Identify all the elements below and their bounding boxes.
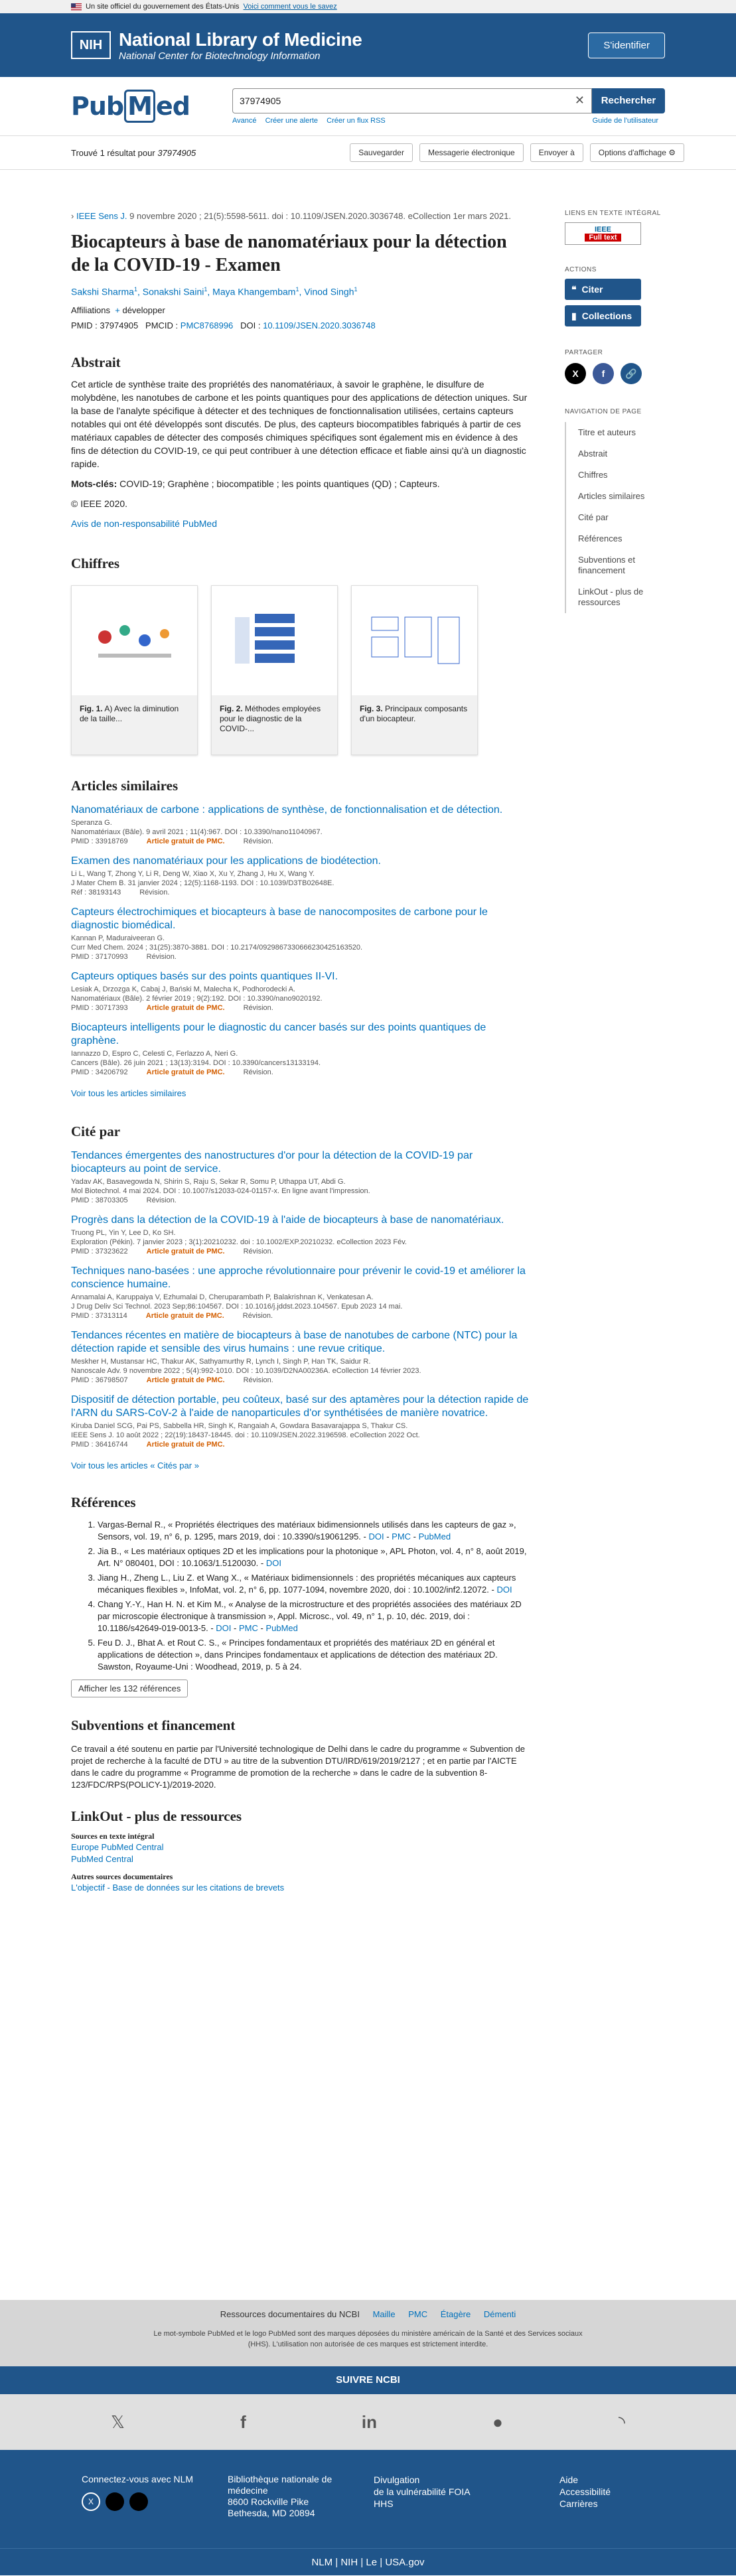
- copyright: © IEEE 2020.: [71, 498, 128, 509]
- article-authors: Speranza G.: [71, 818, 112, 827]
- article-authors: Iannazzo D, Espro C, Celesti C, Ferlazzo A, Neri G.: [71, 1049, 238, 1058]
- page-nav: [565, 422, 684, 613]
- europe-pmc-link[interactable]: Europe PubMed Central: [71, 1841, 164, 1852]
- figure-caption: Principaux composants d'un biocapteur.: [360, 703, 468, 723]
- article-journal: IEEE Sens J. 10 août 2022 ; 22(19):18437-18445. doi : 10.1109/JSEN.2022.3196598. eCollection 2022 Oct.: [71, 1431, 420, 1439]
- cite-label: Citer: [581, 284, 603, 295]
- article-authors: Lesiak A, Drzozga K, Cabaj J, Bański M, Malecha K, Podhorodecki A.: [71, 985, 296, 993]
- keywords-label: Mots-clés:: [71, 478, 117, 489]
- follow-ncbi: SUIVRE NCBI: [0, 2366, 736, 2394]
- article-authors: Li L, Wang T, Zhong Y, Li R, Deng W, Xiao X, Xu Y, Zhang J, Hu X, Wang Y.: [71, 869, 315, 878]
- lens-patent-link[interactable]: L'objectif - Base de données sur les citations de brevets: [71, 1882, 285, 1893]
- doi-label: DOI :: [240, 320, 261, 330]
- article-journal: Exploration (Pékin). 7 janvier 2023 ; 3(1):20210232. doi : 10.1002/EXP.20210232. eCollection 2023 Fév.: [71, 1238, 407, 1246]
- list-item: [71, 906, 529, 961]
- ieee-label: IEEE: [594, 226, 612, 234]
- article-title-link[interactable]: Progrès dans la détection de la COVID-19 à l'aide de biocapteurs à base de nanomatériaux.: [71, 1214, 504, 1226]
- pubmed-logo-a: Pub: [71, 92, 124, 121]
- citedby-section: [71, 1123, 529, 1470]
- figure-caption: Méthodes employées pour le diagnostic de la COVID-...: [220, 703, 321, 733]
- figure-label: Fig. 3.: [360, 703, 383, 713]
- footer-link[interactable]: Divulgation: [374, 2474, 420, 2485]
- nlm-brand[interactable]: [71, 29, 362, 62]
- article-pmid: PMID : 37323622: [71, 1247, 128, 1255]
- see-all-citedby-link[interactable]: Voir tous les articles « Cités par »: [71, 1460, 199, 1470]
- footer-link[interactable]: Ressources documentaires du NCBI: [220, 2309, 360, 2319]
- nav-item[interactable]: Abstrait: [565, 443, 684, 465]
- footer-link[interactable]: Carrières: [559, 2498, 598, 2509]
- linkout-section: [71, 1808, 529, 1894]
- share-heading: PARTAGER: [565, 349, 603, 356]
- figure-image: [72, 586, 197, 696]
- search-input[interactable]: [232, 88, 592, 113]
- footer-link[interactable]: USA.gov: [385, 2557, 425, 2568]
- actions-heading: ACTIONS: [565, 266, 597, 273]
- footer-link[interactable]: Maille: [372, 2309, 396, 2319]
- gear-icon: ⚙: [668, 148, 676, 157]
- reference-item: [98, 1637, 529, 1673]
- doi-link[interactable]: DOI: [265, 1557, 281, 1568]
- pubmed-logo-c: ed: [155, 92, 190, 121]
- citedby-heading: Cité par: [71, 1123, 121, 1139]
- article-authors: Kiruba Daniel SCG, Pai PS, Sabbella HR, Singh K, Rangaiah A, Gowdara Basavarajappa S, Thakur CS.: [71, 1421, 408, 1430]
- search-query: 37974905: [240, 95, 281, 106]
- article-pmid: PMID : 38703305: [71, 1196, 128, 1204]
- bottom-links: NLM | NIH | Le | USA.gov: [0, 2548, 736, 2575]
- connect-heading: Connectez-vous avec NLM: [82, 2474, 194, 2484]
- article-journal: Mol Biotechnol. 4 mai 2024. DOI : 10.1007/s12033-024-01157-x. En ligne avant l'impression.: [71, 1186, 370, 1195]
- footer-link[interactable]: Aide: [559, 2474, 579, 2485]
- footer-link[interactable]: NIH: [340, 2557, 358, 2568]
- article-title-link[interactable]: Capteurs optiques basés sur des points quantiques II-VI.: [71, 970, 338, 982]
- collections-label: Collections: [581, 311, 632, 321]
- pmc-link[interactable]: PMC: [392, 1531, 411, 1541]
- footer-link[interactable]: Étagère: [440, 2309, 471, 2319]
- social-bar: [0, 2394, 736, 2450]
- x-icon[interactable]: X: [82, 2492, 100, 2511]
- author-link[interactable]: Vinod Singh: [304, 286, 354, 297]
- footer-link[interactable]: Accessibilité: [559, 2486, 611, 2497]
- references-heading: Références: [71, 1494, 136, 1510]
- list-item: [71, 970, 529, 1012]
- main-content: [71, 210, 529, 1894]
- article-journal: Nanoscale Adv. 9 novembre 2022 ; 5(4):992-1010. DOI : 10.1039/D2NA00236A. eCollection 14 février 2023.: [71, 1366, 421, 1375]
- free-pmc-badge: Article gratuit de PMC.: [145, 1311, 224, 1320]
- reference-text: Vargas-Bernal R., « Propriétés électriques des matériaux bidimensionnels utilisés dans les capteurs de gaz », Sensors, vol. 19, n° 6, p. 1295, mars 2019, doi : 10.3390/s19061295.: [98, 1519, 516, 1541]
- reference-text: Feu D. J., Bhat A. et Rout C. S., « Principes fondamentaux et propriétés des matériaux 2D en général et applications de détection », dans Principes fondamentaux et applications de détection des matériaux 2D. Sawston, Royaume-Uni : Woodhead, 2019, p. 5 à 24.: [98, 1637, 498, 1672]
- figure-2-thumbnail: [225, 604, 325, 677]
- reference-item: 1. Vargas-Bernal R., « Propriétés électriques des matériaux bidimensionnels utilisés dans les capteurs de gaz », Sensors, vol. 19, n° 6, p. 1295, mars 2019, doi : 10.3390/s19061295. - DOI - PMC - PubMed: [98, 1519, 529, 1543]
- free-pmc-badge: Article gratuit de PMC.: [146, 1003, 225, 1012]
- article-journal: J Drug Deliv Sci Technol. 2023 Sep;86:104567. DOI : 10.1016/j.jddst.2023.104567. Epub 2023 14 mai.: [71, 1302, 403, 1311]
- article-title-link[interactable]: Tendances émergentes des nanostructures d'or pour la détection de la COVID-19 par biocapteurs au point de service.: [71, 1149, 473, 1175]
- review-badge: Révision.: [243, 1003, 273, 1012]
- figure-label: Fig. 2.: [220, 703, 243, 713]
- funding-section: [71, 1717, 529, 1791]
- article-journal: Nanomatériaux (Bâle). 9 avril 2021 ; 11(4):967. DOI : 10.3390/nano11040967.: [71, 827, 323, 836]
- results-label: Trouvé 1 résultat pour: [71, 147, 155, 158]
- similar-heading: Articles similaires: [71, 777, 179, 794]
- github-icon[interactable]: ●: [492, 2411, 503, 2432]
- identifiers: [71, 321, 529, 330]
- facebook-share-icon[interactable]: f: [593, 363, 614, 384]
- pmid: PMID : 37974905: [71, 320, 139, 330]
- gov-banner-link[interactable]: Voici comment vous le savez: [243, 3, 337, 11]
- list-item: [71, 804, 529, 845]
- see-all-similar-link[interactable]: Voir tous les articles similaires: [71, 1088, 186, 1098]
- article-title-link[interactable]: Nanomatériaux de carbone : applications de synthèse, de fonctionnalisation et de détection.: [71, 804, 503, 816]
- nav-item[interactable]: Subventions et financement: [565, 549, 684, 581]
- footer-link[interactable]: FOIA: [448, 2486, 471, 2497]
- nlm-street: 8600 Rockville Pike: [228, 2496, 309, 2507]
- free-pmc-badge: Article gratuit de PMC.: [146, 1068, 225, 1076]
- nlm-address[interactable]: Bibliothèque nationale de médecine: [228, 2474, 332, 2496]
- doi-link[interactable]: DOI: [216, 1622, 232, 1633]
- ieee-fulltext-badge[interactable]: [565, 222, 641, 245]
- affiliations[interactable]: [71, 305, 529, 315]
- abstract-text: Cet article de synthèse traite des propriétés des nanomatériaux, à savoir le graphène, le disulfure de molybdène, les nanotubes de carbone et les points quantiques pour des applications de détection uniques. Sur la base de l'analyte spécifique à détecter et des techniques de fonctionnalisation utilisées, certains capteurs notables qui ont été développés sont discutés. De plus, des capteurs biocompatibles fabriqués à partir de ces matériaux capables de détecter des composés chimiques spécifiques sont également mis en évidence à des fins de détection du COVID-19, ce qui peut contribuer à une détection efficace et fiable ainsi qu'à un diagnostic rapide.: [71, 378, 528, 469]
- article-journal: J Mater Chem B. 31 janvier 2024 ; 12(5):1168-1193. DOI : 10.1039/D3TB02648E.: [71, 879, 334, 887]
- figure-caption: A) Avec la diminution de la taille...: [80, 703, 179, 723]
- article-authors: Truong PL, Yin Y, Lee D, Ko SH.: [71, 1228, 176, 1237]
- nav-item[interactable]: Articles similaires: [565, 486, 684, 507]
- pmc-link[interactable]: PMC: [238, 1622, 258, 1633]
- article-title-link[interactable]: Tendances récentes en matière de biocapteurs à base de nanotubes de carbone (NTC) pour la détection rapide et sensible des virus humains : une revue critique.: [71, 1329, 518, 1354]
- results-text: [71, 148, 196, 158]
- rss-icon[interactable]: ◝: [618, 2411, 625, 2432]
- clear-icon[interactable]: ✕: [574, 94, 585, 107]
- article-pmid: PMID : 37170993: [71, 952, 128, 961]
- linkout-heading: LinkOut - plus de ressources: [71, 1808, 242, 1824]
- nlm-title: National Library of Medicine: [119, 29, 362, 50]
- advanced-link[interactable]: Avancé: [232, 116, 257, 125]
- footer-link[interactable]: Le: [366, 2557, 378, 2568]
- list-item: [71, 1214, 529, 1255]
- review-badge: Révision.: [146, 952, 177, 961]
- abstract-section: [71, 354, 529, 530]
- article-pmid: PMID : 34206792: [71, 1068, 128, 1076]
- footer-link[interactable]: HHS: [374, 2498, 394, 2509]
- article-authors: Annamalai A, Karuppaiya V, Ezhumalai D, Cheruparambath P, Balakrishnan K, Venkatesan A.: [71, 1293, 374, 1301]
- review-badge: Révision.: [242, 1311, 273, 1320]
- figure-image: [352, 586, 477, 696]
- cite-button[interactable]: [565, 279, 641, 300]
- pubmed-logo[interactable]: [71, 90, 232, 123]
- list-item: [71, 1394, 529, 1449]
- footer-resources: [0, 2300, 736, 2366]
- fulltext-label: Full text: [585, 234, 621, 242]
- review-badge: Révision.: [243, 1068, 273, 1076]
- article-pmid: PMID : 36798507: [71, 1376, 128, 1384]
- bookmark-icon: ▮: [571, 310, 577, 321]
- free-pmc-badge: Article gratuit de PMC.: [146, 1247, 225, 1255]
- nav-item[interactable]: Titre et auteurs: [565, 422, 684, 443]
- article-title-link[interactable]: Dispositif de détection portable, peu coûteux, basé sur des aptamères pour la détection rapide de l'ARN du SARS-CoV-2 à l'aide de nanoparticules d'or synthétisées de manière novatrice.: [71, 1394, 529, 1419]
- nlm-header: [0, 13, 736, 77]
- figure-label: Fig. 1.: [80, 703, 103, 713]
- figure-image: [212, 586, 337, 696]
- article-title-link[interactable]: Techniques nano-basées : une approche révolutionnaire pour prévenir le covid-19 et améliorer la conscience humaine.: [71, 1265, 526, 1290]
- article-journal: Nanomatériaux (Bâle). 2 février 2019 ; 9(2):192. DOI : 10.3390/nano9020192.: [71, 994, 323, 1003]
- doi-link[interactable]: DOI: [368, 1531, 384, 1541]
- pubmed-link[interactable]: PubMed: [418, 1531, 451, 1541]
- facebook-icon[interactable]: f: [240, 2411, 246, 2432]
- sidebar: [565, 210, 684, 613]
- footer-link[interactable]: PMC: [408, 2309, 428, 2319]
- review-badge: Révision.: [243, 837, 273, 845]
- reference-item: 4. Chang Y.-Y., Han H. N. et Kim M., « Analyse de la microstructure et des propriétés associées des matériaux 2D par microscopie électronique à transmission », Appl. Microsc., vol. 49, n° 1, p. 10, déc. 2019, doi : 10.1186/s42649-019-0013-5. - DOI - PMC - PubMed: [98, 1599, 529, 1634]
- keywords: COVID-19; Graphène ; biocompatible ; les points quantiques (QD) ; Capteurs.: [119, 478, 440, 489]
- trademark-notice: Le mot-symbole PubMed et le logo PubMed sont des marques déposées du ministère américain de la Santé et des Services sociaux (HHS). L'utilisation non autorisée de ces marques est strictement interdite.: [153, 2330, 583, 2348]
- figure-card[interactable]: [351, 585, 478, 755]
- display-options-label: Options d'affichage: [598, 148, 666, 157]
- nav-item[interactable]: Chiffres: [565, 465, 684, 486]
- figure-3-thumbnail: [365, 604, 465, 677]
- page-nav-heading: NAVIGATION DE PAGE: [565, 408, 642, 415]
- x-share-icon[interactable]: X: [565, 363, 586, 384]
- affiliations-label: Affiliations: [71, 305, 111, 315]
- article-pmid: PMID : 33918769: [71, 837, 128, 845]
- footer-link[interactable]: Démenti: [483, 2309, 516, 2319]
- pmc-link[interactable]: PubMed Central: [71, 1853, 133, 1864]
- nlm-city: Bethesda, MD 20894: [228, 2508, 315, 2518]
- pmcid-link[interactable]: PMC8768996: [180, 320, 234, 330]
- pubmed-logo-b: M: [124, 90, 155, 123]
- doi-link[interactable]: 10.1109/JSEN.2020.3036748: [263, 320, 376, 330]
- figure-card[interactable]: [71, 585, 198, 755]
- figures-section: [71, 555, 529, 755]
- fulltext-links-heading: LIENS EN TEXTE INTÉGRAL: [565, 210, 661, 217]
- expand-toggle[interactable]: développer: [122, 305, 165, 315]
- reference-text: Jia B., « Les matériaux optiques 2D et les implications pour la photonique », APL Photon, vol. 4, n° 8, août 2019, Art. N° 080401, DOI : 10.1063/1.5120030.: [98, 1545, 527, 1568]
- similar-section: [71, 778, 529, 1098]
- user-guide-link[interactable]: Guide de l'utilisateur: [592, 116, 658, 125]
- funding-text: Ce travail a été soutenu en partie par l'Université technologique de Delhi dans le cadre du programme « Subvention de projet de recherche à la faculté de DTU » au titre de la subvention DTU/IRD/619/2019/2127 ; et en partie par l'AICTE dans le cadre du programme « Programme de promotion de la recherche » dans le cadre de la subvention 8-123/FDC/RPS(POLICY-1)/2019-2020.: [71, 1743, 525, 1790]
- article-journal: Cancers (Bâle). 26 juin 2021 ; 13(13):3194. DOI : 10.3390/cancers13133194.: [71, 1058, 321, 1067]
- review-badge: Révision.: [139, 888, 170, 896]
- funding-heading: Subventions et financement: [71, 1717, 236, 1733]
- pubmed-link[interactable]: PubMed: [265, 1622, 298, 1633]
- reference-text: Jiang H., Zheng L., Liu Z. et Wang X., « Matériaux bidimensionnels : des propriétés mécaniques aux capteurs mécaniques flexibles », InfoMat, vol. 2, n° 6, pp. 1077-1094, novembre 2020, doi : 10.1002/inf2.12072.: [98, 1572, 516, 1595]
- figure-1-thumbnail: [85, 604, 184, 677]
- article-pmid: PMID : 36416744: [71, 1440, 128, 1449]
- disclaimer-link[interactable]: Avis de non-responsabilité PubMed: [71, 518, 217, 529]
- fulltext-sources-heading: Sources en texte intégral: [71, 1831, 155, 1841]
- review-badge: Révision.: [243, 1247, 273, 1255]
- nlm-footer: [0, 2450, 736, 2548]
- review-badge: Révision.: [243, 1376, 273, 1384]
- results-bar: [0, 135, 736, 170]
- article-journal: Curr Med Chem. 2024 ; 31(25):3870-3881. DOI : 10.2174/0929867330666230425163520.: [71, 943, 363, 952]
- linkedin-icon[interactable]: in: [361, 2411, 377, 2432]
- pmcid-label: PMCID :: [145, 320, 179, 330]
- article-title-link[interactable]: Capteurs électrochimiques et biocapteurs à base de nanocomposites de carbone pour le diagnostic biomédical.: [71, 906, 488, 931]
- citation-text: 9 novembre 2020 ; 21(5):5598-5611. doi : 10.1109/JSEN.2020.3036748. eCollection 1er mars 2021.: [129, 211, 511, 221]
- article-authors: Yadav AK, Basavegowda N, Shirin S, Raju S, Sekar R, Somu P, Uthappa UT, Abdi G.: [71, 1177, 346, 1186]
- display-options-button[interactable]: [590, 143, 684, 162]
- free-pmc-badge: Article gratuit de PMC.: [146, 1376, 225, 1384]
- reference-text: Chang Y.-Y., Han H. N. et Kim M., « Analyse de la microstructure et des propriétés associées des matériaux 2D par microscopie électronique à transmission », Appl. Microsc., vol. 49, n° 1, p. 10, déc. 2019, doi : 10.1186/s42649-019-0013-5.: [98, 1599, 522, 1633]
- page-title: Biocapteurs à base de nanomatériaux pour la détection de la COVID-19 - Examen: [71, 232, 507, 275]
- figure-card[interactable]: [211, 585, 338, 755]
- doi-link[interactable]: DOI: [496, 1584, 512, 1595]
- show-all-references-button[interactable]: Afficher les 132 références: [71, 1680, 188, 1697]
- search-button[interactable]: Rechercher: [592, 88, 665, 113]
- abstract-heading: Abstrait: [71, 354, 121, 370]
- save-button[interactable]: Sauvegarder: [350, 143, 413, 162]
- footer-link[interactable]: NLM: [311, 2557, 333, 2568]
- collections-button[interactable]: [565, 305, 641, 326]
- create-rss-link[interactable]: Créer un flux RSS: [327, 116, 386, 125]
- link-share-icon[interactable]: 🔗: [621, 363, 642, 384]
- youtube-icon[interactable]: [129, 2492, 148, 2511]
- nih-logo: NIH: [71, 31, 111, 59]
- other-sources-heading: Autres sources documentaires: [71, 1871, 173, 1881]
- reference-item: 2. Jia B., « Les matériaux optiques 2D et les implications pour la photonique », APL Photon, vol. 4, n° 8, août 2019, Art. N° 080401, DOI : 10.1063/1.5120030. - DOI: [98, 1545, 529, 1569]
- article-pmid: PMID : 37313114: [71, 1311, 127, 1320]
- article-title-link[interactable]: Biocapteurs intelligents pour le diagnostic du cancer basés sur des points quantiques de graphène.: [71, 1021, 486, 1046]
- nav-item[interactable]: LinkOut - plus de ressources: [565, 581, 684, 613]
- facebook-icon[interactable]: [106, 2492, 124, 2511]
- citation: › IEEE Sens J. 9 novembre 2020 ; 21(5):5598-5611. doi : 10.1109/JSEN.2020.3036748. eCollection 1er mars 2021.: [71, 211, 511, 221]
- gov-banner: [0, 0, 736, 13]
- list-item: [71, 1149, 529, 1204]
- quote-icon: ❝: [571, 283, 577, 295]
- nlm-subtitle: National Center for Biotechnology Information: [119, 50, 321, 62]
- references-section: [71, 1494, 529, 1697]
- signin-button[interactable]: S'identifier: [588, 33, 665, 58]
- article-pmid: PMID : 30717393: [71, 1003, 128, 1012]
- nav-item[interactable]: Cité par: [565, 507, 684, 528]
- author-link[interactable]: Maya Khangembam: [212, 286, 296, 297]
- article-title-link[interactable]: Examen des nanomatériaux pour les applications de biodétection.: [71, 855, 381, 867]
- author-link[interactable]: Sonakshi Saini: [142, 286, 204, 297]
- reference-item: 3. Jiang H., Zheng L., Liu Z. et Wang X., « Matériaux bidimensionnels : des propriétés mécaniques aux capteurs mécaniques flexibles », InfoMat, vol. 2, n° 6, pp. 1077-1094, novembre 2020, doi : 10.1002/inf2.12072. - DOI: [98, 1572, 529, 1596]
- article-authors: Kannan P, Maduraiveeran G.: [71, 934, 165, 942]
- gov-banner-text: Un site officiel du gouvernement des États-Unis: [86, 3, 240, 11]
- list-item: [71, 1021, 529, 1076]
- search-area: [0, 77, 736, 135]
- free-pmc-badge: Article gratuit de PMC.: [146, 1440, 225, 1449]
- review-badge: Révision.: [146, 1196, 177, 1204]
- free-pmc-badge: Article gratuit de PMC.: [146, 837, 225, 845]
- article-pmid: Réf : 38193143: [71, 888, 121, 896]
- plus-icon: +: [115, 305, 120, 315]
- x-icon[interactable]: 𝕏: [111, 2411, 125, 2432]
- figures-heading: Chiffres: [71, 555, 120, 571]
- results-term: 37974905: [157, 147, 196, 158]
- footer-link[interactable]: de la vulnérabilité: [374, 2486, 446, 2497]
- nav-item[interactable]: Références: [565, 528, 684, 549]
- authors: Sakshi Sharma$^1$, Sonakshi Saini$^1$, Maya Khangembam$^1$, Vinod Singh$^1$: [71, 286, 358, 297]
- send-to-button[interactable]: Envoyer à: [530, 143, 583, 162]
- list-item: [71, 1329, 529, 1384]
- email-button[interactable]: Messagerie électronique: [419, 143, 524, 162]
- article-authors: Meskher H, Mustansar HC, Thakur AK, Sathyamurthy R, Lynch I, Singh P, Han TK, Saidur R.: [71, 1357, 371, 1366]
- list-item: [71, 855, 529, 896]
- list-item: [71, 1265, 529, 1320]
- journal-link[interactable]: IEEE Sens J.: [76, 211, 127, 221]
- author-link[interactable]: Sakshi Sharma: [71, 286, 134, 297]
- create-alert-link[interactable]: Créer une alerte: [265, 116, 319, 125]
- us-flag-icon: [71, 3, 82, 11]
